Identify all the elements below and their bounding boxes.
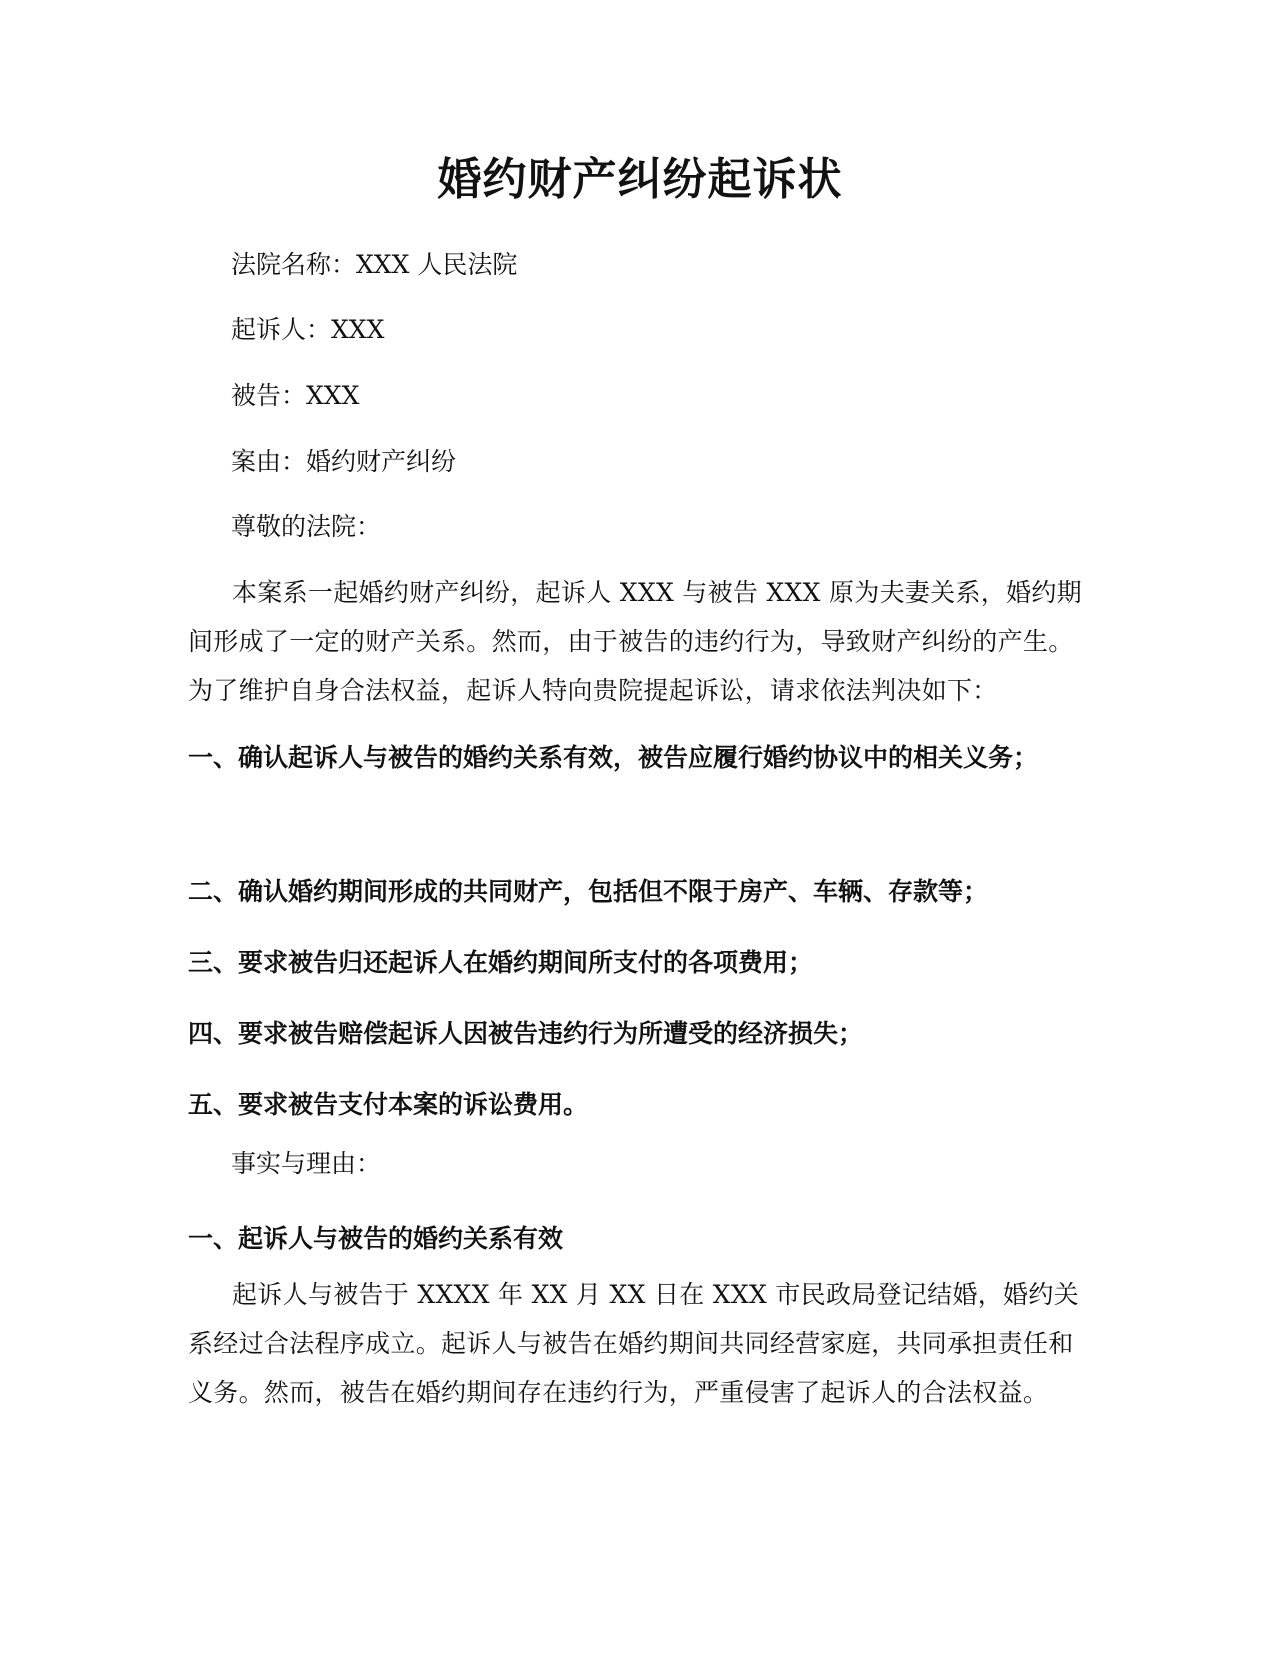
claim-item: 二、确认婚约期间形成的共同财产，包括但不限于房产、车辆、存款等；	[188, 877, 989, 906]
section-heading: 一、起诉人与被告的婚约关系有效	[188, 1224, 564, 1253]
claim-item: 五、要求被告支付本案的诉讼费用。	[188, 1090, 589, 1119]
claim-item: 四、要求被告赔偿起诉人因被告违约行为所遭受的经济损失；	[188, 1019, 864, 1048]
document-title: 婚约财产纠纷起诉状	[437, 154, 843, 205]
plaintiff-line: 起诉人：XXX	[231, 315, 385, 344]
salutation-line: 尊敬的法院：	[231, 512, 382, 541]
claim-item: 一、确认起诉人与被告的婚约关系有效，被告应履行婚约协议中的相关义务；	[188, 743, 1039, 772]
facts-heading: 事实与理由：	[231, 1149, 382, 1178]
intro-paragraph: 本案系一起婚约财产纠纷，起诉人 XXX 与被告 XXX 原为夫妻关系，婚约期间形成了一定的财产关系。然而，由于被告的违约行为，导致财产纠纷的产生。为了维护自身合法权益，起诉人特向贵院提起诉讼，请求依法判决如下：	[188, 578, 1082, 705]
court-name-line: 法院名称：XXX 人民法院	[231, 250, 518, 279]
defendant-line: 被告：XXX	[231, 381, 360, 410]
section-paragraph: 起诉人与被告于 XXXX 年 XX 月 XX 日在 XXX 市民政局登记结婚，婚约关系经过合法程序成立。起诉人与被告在婚约期间共同经营家庭，共同承担责任和义务。然而，被告在婚约期间存在违约行为，严重侵害了起诉人的合法权益。	[188, 1280, 1079, 1407]
cause-of-action-line: 案由：婚约财产纠纷	[231, 447, 457, 476]
claim-item: 三、要求被告归还起诉人在婚约期间所支付的各项费用；	[188, 948, 814, 977]
